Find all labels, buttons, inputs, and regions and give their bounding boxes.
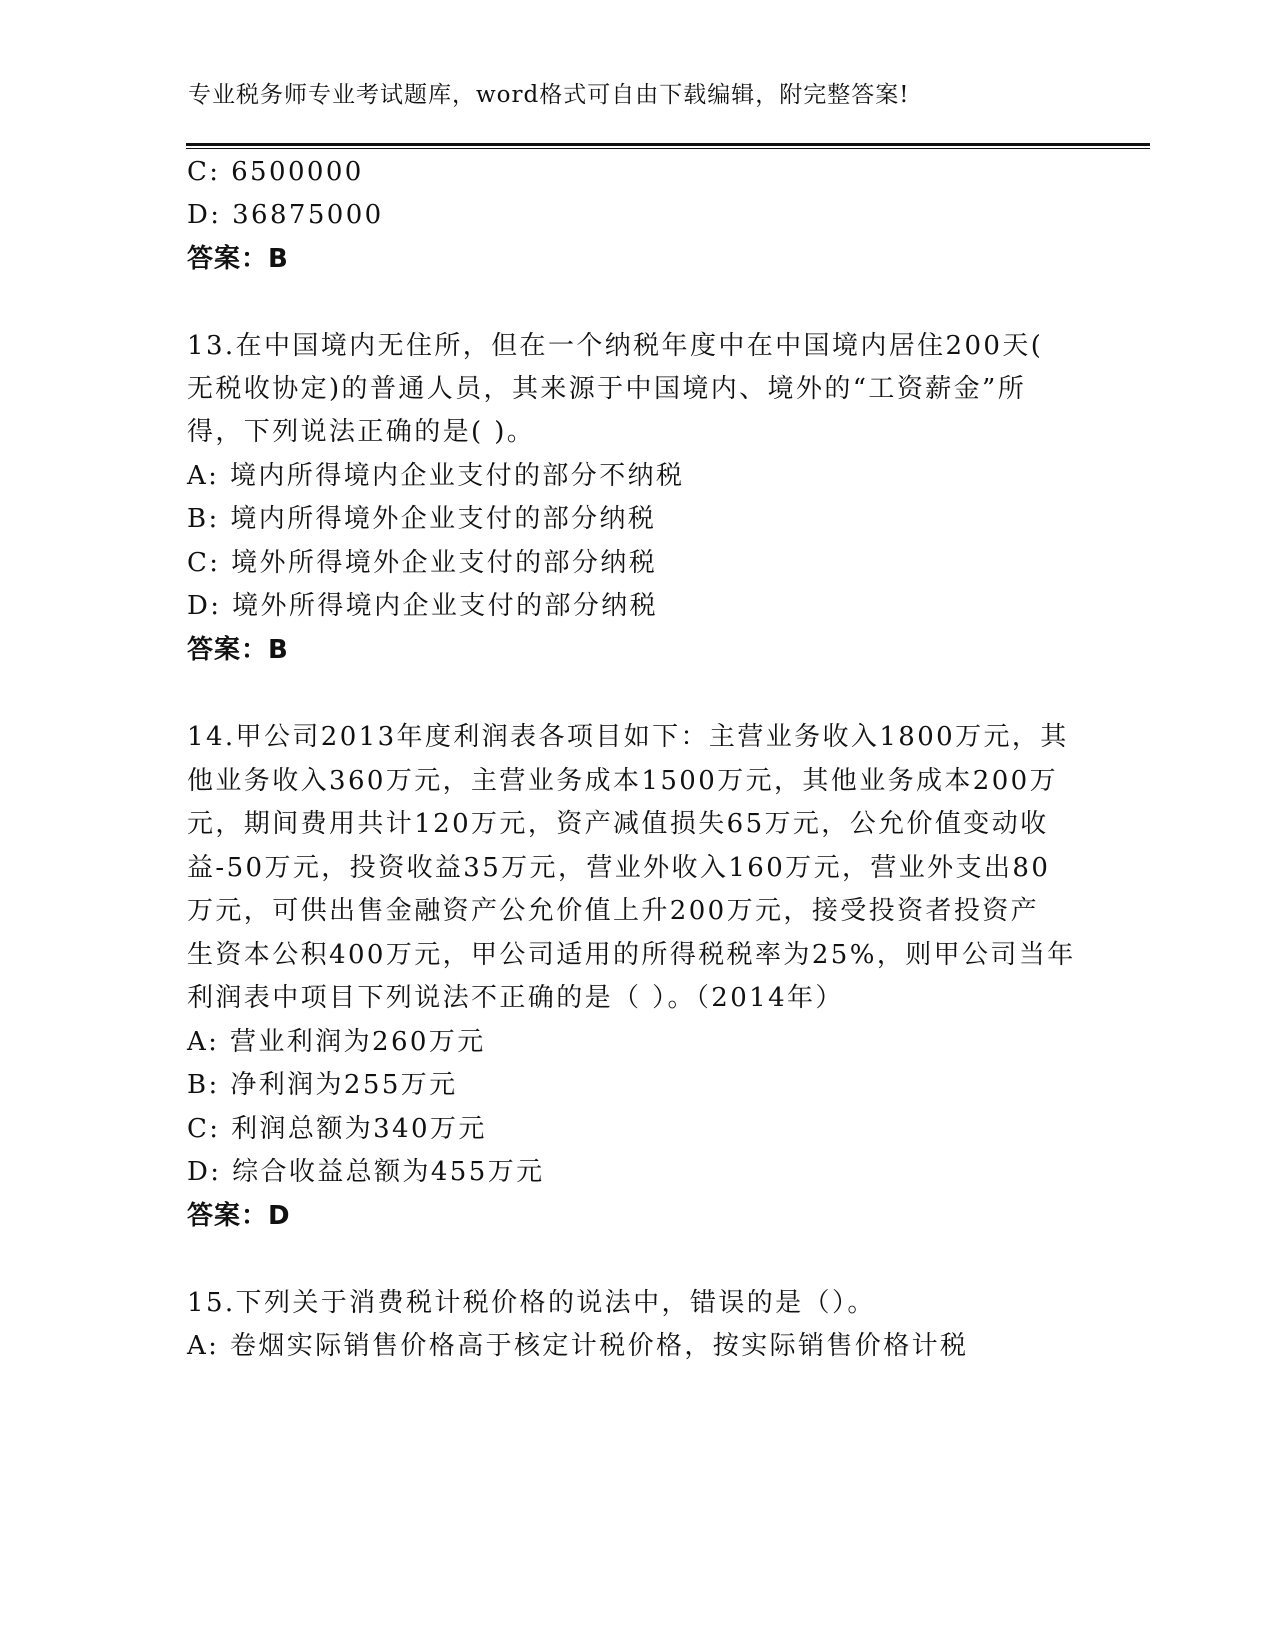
q13-stem-line3: 得，下列说法正确的是( )。: [187, 417, 536, 447]
q13-option-b: B: 境内所得境外企业支付的部分纳税: [187, 504, 657, 534]
q14-option-b: B: 净利润为255万元: [187, 1070, 458, 1100]
q14-stem-line3: 元，期间费用共计120万元，资产减值损失65万元，公允价值变动收: [187, 809, 1049, 839]
q14-stem-line1: 14.甲公司2013年度利润表各项目如下：主营业务收入1800万元，其: [187, 722, 1069, 752]
q14-option-d: D: 综合收益总额为455万元: [187, 1157, 545, 1187]
header-divider-thick: [186, 143, 1150, 146]
header-divider-thin: [186, 148, 1150, 149]
page-header: 专业税务师专业考试题库，word格式可自由下载编辑，附完整答案!: [188, 82, 910, 108]
q14-answer: 答案：D: [187, 1201, 291, 1231]
q14-stem-line4: 益-50万元，投资收益35万元，营业外收入160万元，营业外支出80: [187, 853, 1051, 883]
q13-option-a: A: 境内所得境内企业支付的部分不纳税: [187, 461, 685, 491]
q14-stem-line5: 万元，可供出售金融资产公允价值上升200万元，接受投资者投资产: [187, 896, 1040, 926]
q13-option-d: D: 境外所得境内企业支付的部分纳税: [187, 591, 659, 621]
q15-option-a: A: 卷烟实际销售价格高于核定计税价格，按实际销售价格计税: [187, 1331, 969, 1361]
q14-stem-line2: 他业务收入360万元，主营业务成本1500万元，其他业务成本200万: [187, 766, 1059, 796]
q13-stem-line2: 无税收协定)的普通人员，其来源于中国境内、境外的“工资薪金”所: [187, 374, 1027, 404]
q12-answer: 答案：B: [187, 244, 289, 274]
q14-option-c: C: 利润总额为340万元: [187, 1114, 487, 1144]
q12-option-d: D: 36875000: [187, 200, 384, 230]
q14-option-a: A: 营业利润为260万元: [187, 1027, 486, 1057]
q12-option-c: C: 6500000: [187, 157, 364, 187]
q13-option-c: C: 境外所得境外企业支付的部分纳税: [187, 548, 658, 578]
q13-stem-line1: 13.在中国境内无住所，但在一个纳税年度中在中国境内居住200天(: [187, 331, 1044, 361]
q15-stem-line1: 15.下列关于消费税计税价格的说法中，错误的是（）。: [187, 1288, 876, 1318]
q14-stem-line7: 利润表中项目下列说法不正确的是（ ）。（2014年）: [187, 983, 844, 1013]
q13-answer: 答案：B: [187, 635, 289, 665]
q14-stem-line6: 生资本公积400万元，甲公司适用的所得税税率为25%，则甲公司当年: [187, 940, 1076, 970]
